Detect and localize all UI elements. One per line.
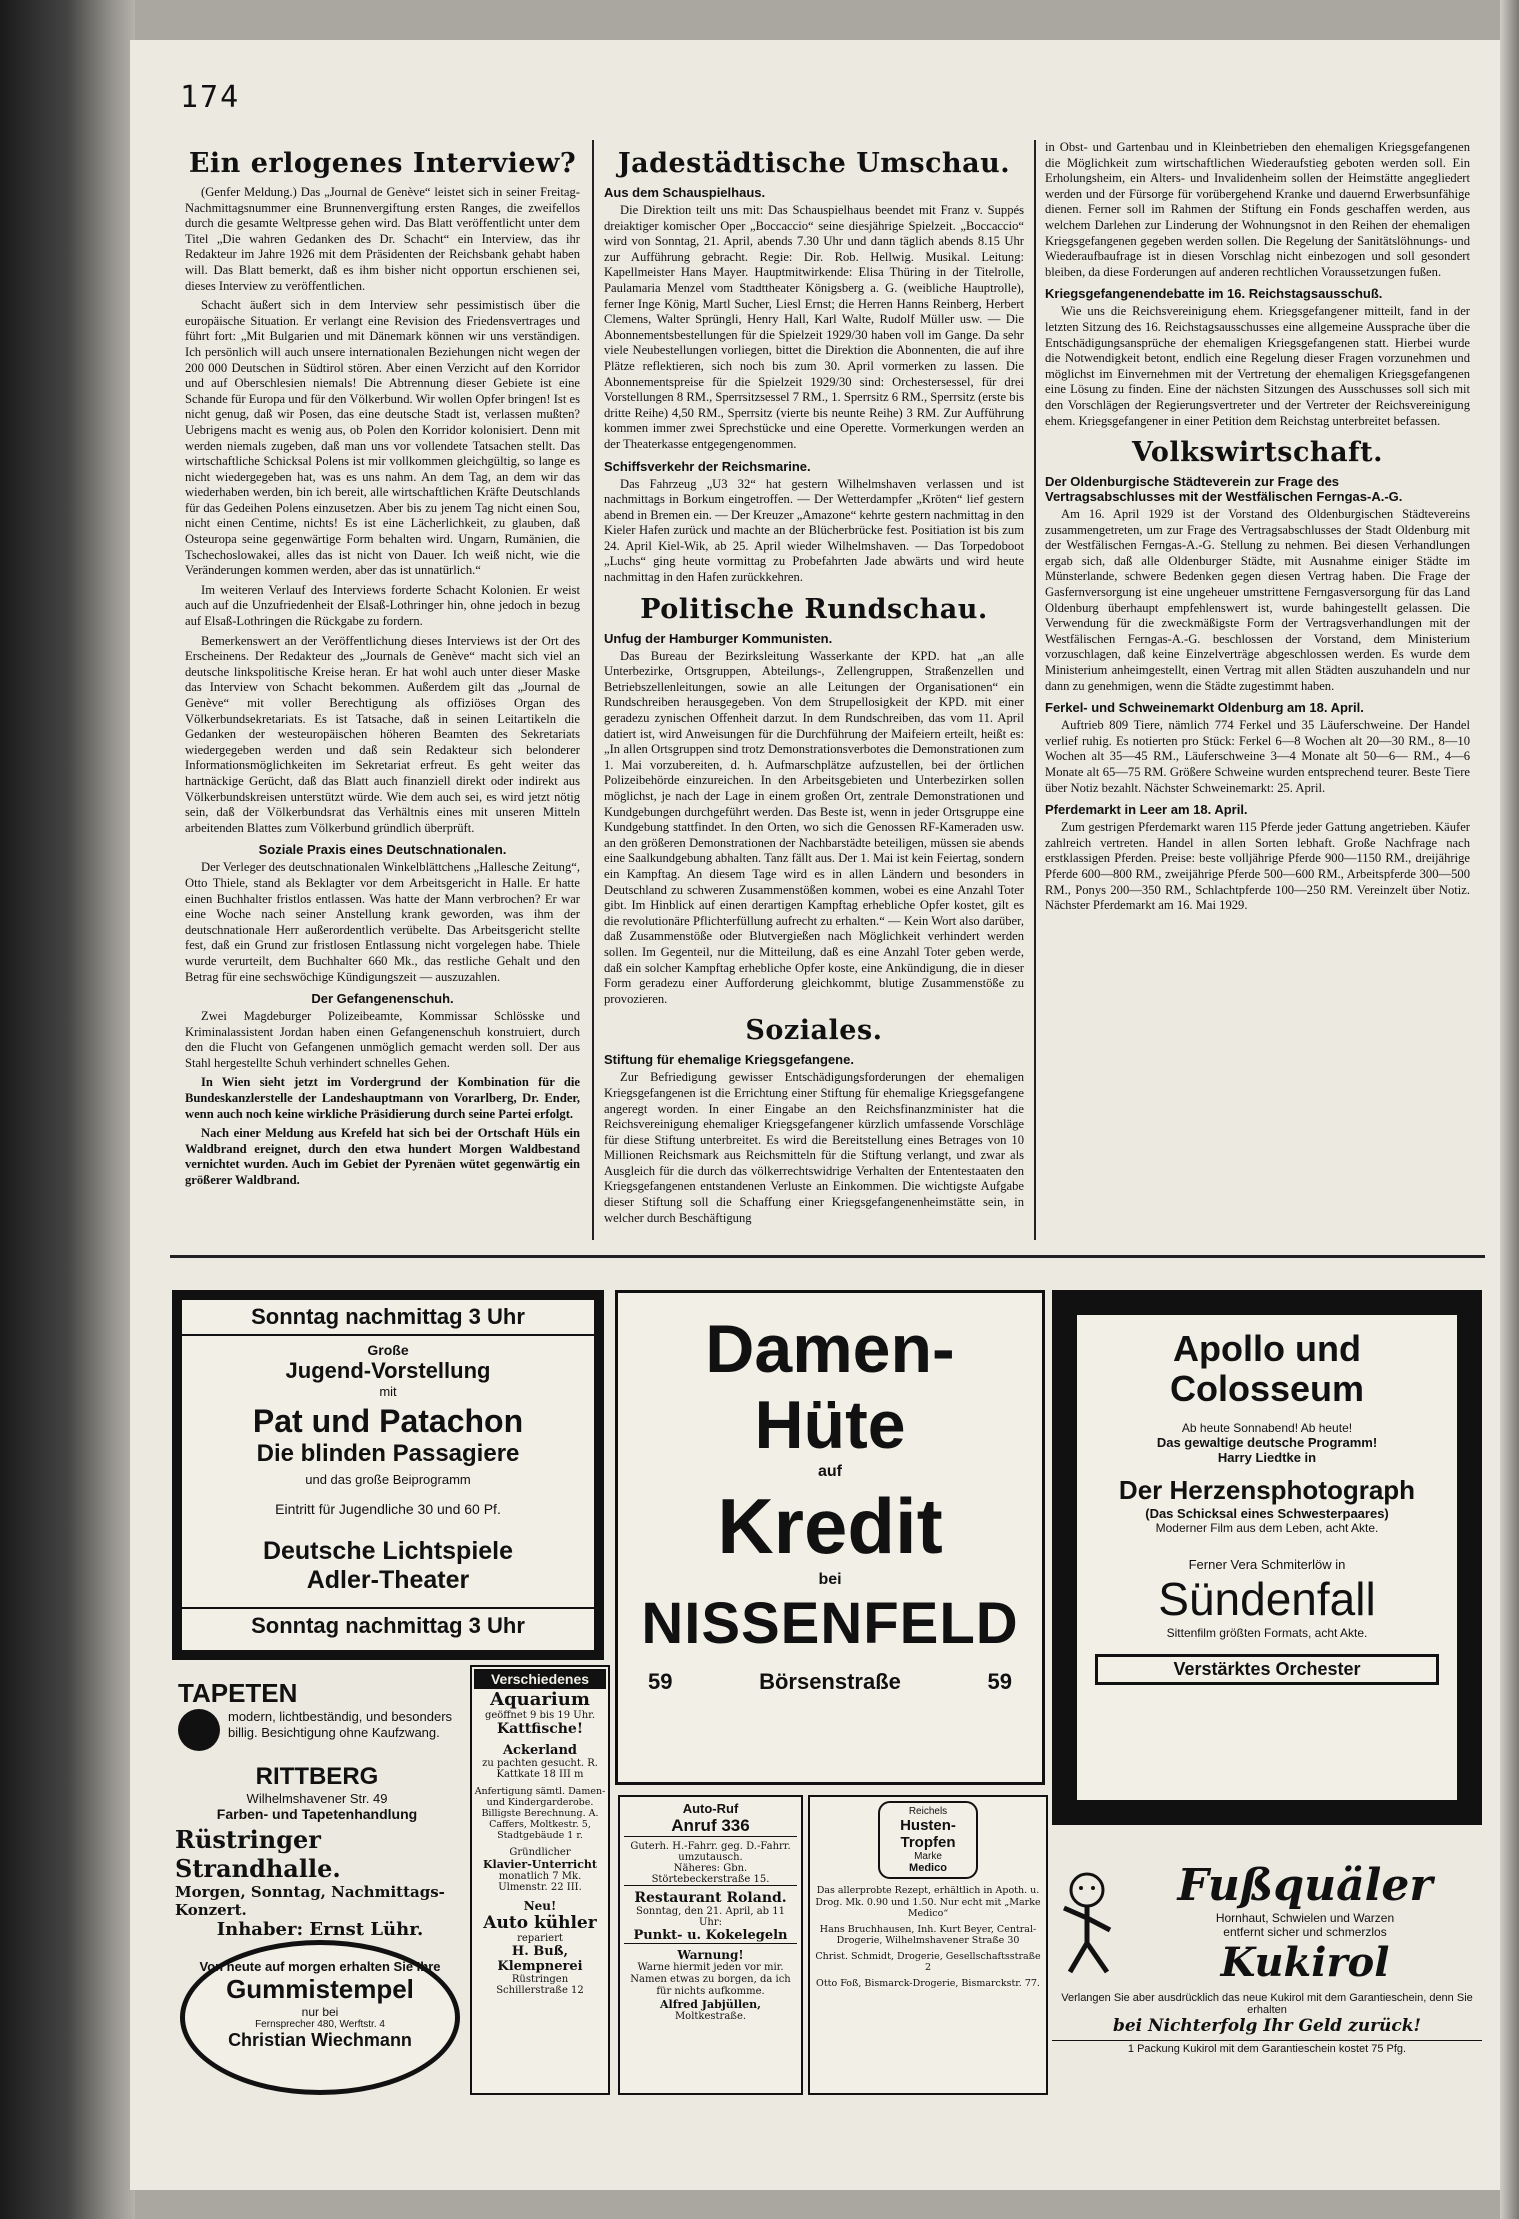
book-spine <box>0 0 135 2219</box>
ad-text: modern, lichtbeständig, und besonders billig. Besichtigung ohne Kaufzwang. <box>228 1709 453 1740</box>
logo-icon <box>178 1709 220 1751</box>
ad-text: Das allerprobte Rezept, erhältlich in Apoth. u. Drog. Mk. 0.90 und 1.50. Nur echt mit „Marke Medico“ <box>815 1885 1041 1919</box>
article-heading: Soziale Praxis eines Deutschnationalen. <box>258 842 507 858</box>
ad-text: Aquarium <box>490 1689 590 1710</box>
ad-text: Börsenstraße <box>759 1669 901 1694</box>
page-edge <box>1500 0 1519 2219</box>
ad-text: Colosseum <box>1169 1368 1365 1409</box>
article-heading: Stiftung für ehemalige Kriegsgefangene. <box>604 1052 854 1068</box>
ad-text: Verstärktes Orchester <box>1095 1654 1439 1685</box>
ad-text: Das gewaltige deutsche Programm! <box>1156 1435 1378 1450</box>
ad-text: Kukirol <box>1220 1939 1390 1986</box>
ad-text: 59 <box>987 1669 1012 1694</box>
article-paragraph: Am 16. April 1929 ist der Vorstand des Oldenburgischen Städtevereins zusammengetreten, um zur Frage des Vertragsabschlusses der Stadt Oldenburg mit der Westfälischen Ferngas-A.-G. Stellung zu nehmen. Bei diesen Verhandlungen ergab sich, daß alle Oldenburger Städte, mit Ausnahme einiger Städte im Münsterlande, schwere Bedenken gegen diesen Vertrag haben. Die Frage der Gasfernversorgung ist eine ungeheuer umstrittene Ferngasversorgung für das Land Oldenburg überhaupt empfehlenswert ist, wurde bahingestellt gelassen. Die Verwendung für die zweckmäßigste Form der Vertragsverhandlungen mit der Westfälischen Ferngas-A.-G. beschlossen der Vorstand, dem Ministerium vorzuschlagen, daß keine Einzelverträge abgeschlossen werden. Es wurde dem Ministerium anheimgestellt, einen Vertrag mit allen Städten auszuhandeln und nur dann zu genehmigen, wenn die Städte zugestimmt haben. <box>1045 507 1470 693</box>
ad-text: Otto Foß, Bismarck-Drogerie, Bismarckstr. 77. <box>816 1977 1040 1989</box>
ad-text: Kredit <box>717 1482 943 1570</box>
ad-text: Alfred Jabjüllen, <box>660 1998 761 2011</box>
ad-text: H. Buß, Klempnerei <box>497 1944 583 1974</box>
ad-text: Wilhelmshavener Str. 49 <box>246 1791 388 1806</box>
article-heading: Unfug der Hamburger Kommunisten. <box>604 630 833 646</box>
ad-text: Farben- und Tapetenhandlung <box>216 1806 418 1822</box>
ad-text: Christian Wiechmann <box>228 2030 412 2050</box>
article-paragraph: in Obst- und Gartenbau und in Kleinbetrieben den ehemaligen Kriegsgefangenen die Möglichkeit zum wirtschaftlichen Wiederaufstieg geboten werden soll. Ein Erholungsheim, ein Alters- und Invalidenheim sollen der Heimstätte angegliedert werden und der Fürsorge für vorübergehend Kranke und dauernd Erwerbsunfähige dienen. Ferner soll im Rahmen der Stiftung ein Fonds geschaffen werden, aus welchem Darlehen zur Linderung der Wohnungsnot in den Reihen der ehemaligen Kriegsgefangenen gegeben werden sollen. Die Regelung der Sanitätslöhnungs- und Wiederaufbaufrage ist in diesen Vorschlag nicht einbezogen und soll gesondert bleiben, da diese Forderungen auf anderen rechtlichen Voraussetzungen fußen. <box>1045 140 1470 279</box>
article-heading: Ferkel- und Schweinemarkt Oldenburg am 18. April. <box>1045 700 1364 716</box>
ad-text: zu pachten gesucht. R. Kattkate 18 III m <box>482 1758 598 1780</box>
ad-verschiedenes <box>470 1665 610 2095</box>
ad-text: Große <box>367 1342 409 1358</box>
article-paragraph: Die Direktion teilt uns mit: Das Schauspielhaus beendet mit Franz v. Suppés dreiaktiger komischer Oper „Boccaccio“ seine diesjährige Spielzeit. „Boccaccio“ wird von Sonntag, 21. April, abends 7.30 Uhr und dann täglich abends 8.15 Uhr zur Aufführung gebracht. Regie: Dir. Rob. Hellwig. Musikal. Leitung: Kapellmeister Hans Mayer. Hauptmitwirkende: Elisa Thüring in der Titelrolle, Paulamaria Menzel vom Stadttheater Königsberg a. G. (weibliche Hauptrolle), ferner Inge König, Martl Sucher, Liesl Ernst; die Herren Hanns Reinberg, Herbert Clemens, Walter Sprüngli, Henry Hall, Karl Walte, Rudolf Müller usw. — Die Abonnementsbestellungen für die Spielzeit 1929/30 haben voll im Gange. Da sehr viele Neubestellungen vorliegen, bittet die Direktion die Abonnenten, die auf ihre Plätze reflektieren, sich noch bis zum 30. April vormerken zu lassen. Die Abonnementspreise für die Spielzeit 1929/30 sind: Orchestersessel, für drei Vorstellungen 8 RM., Sperrsitzsessel 7 RM., 1. Sperrsitz 6 RM., Sperrsitz (erste bis dritte Reihe) 4,50 RM., Sperrsitz (vierte bis neunte Reihe) 3 RM. Zur Aufführung kommen immer zwei Sprechstücke und eine Operette. Vormerkungen werden an der Theaterkasse entgegengenommen. <box>604 203 1024 451</box>
ad-text: Ferner Vera Schmiterlöw in <box>1188 1557 1346 1572</box>
ad-text: Gründlicher <box>509 1847 571 1858</box>
column-3 <box>1045 140 1470 1240</box>
article-paragraph: (Genfer Meldung.) Das „Journal de Genève“ leistet sich in seiner Freitag-Nachmittagsnummer eine Brunnenvergiftung ersten Ranges, die zweifellos durch die gesamte Weltpresse gehen wird. Das Blatt veröffentlicht unter dem Titel „Die wahren Gedanken des Dr. Schacht“ ein Interview, das ihr Redakteur im Jahre 1926 mit dem Präsidenten der Reichsbank gehabt haben will. Das Blatt bemerkt, daß es ihm bisher nicht opportun erschienen sei, dieses Interview zu veröffentlichen. <box>185 185 580 293</box>
column-rule <box>1034 140 1036 1240</box>
ad-text: Sündenfall <box>1158 1573 1376 1625</box>
ad-text: Ulmenstr. 22 III. <box>498 1882 582 1893</box>
article-paragraph: Auftrieb 809 Tiere, nämlich 774 Ferkel und 35 Läuferschweine. Der Handel verlief ruhig. Es notierten pro Stück: Ferkel 6—8 Wochen alt 20—30 RM., 8—10 Wochen alt 35—45 RM., Läuferschweine 3—4 Monate alt 50—6— RM., 4—6 Monate alt 65—75 RM. Größere Schweine wurden entsprechend teurer. Beste Tiere über Notiz bezahlt. Nächster Schweinemarkt: 25. April. <box>1045 718 1470 795</box>
ad-text: Apollo und <box>1173 1328 1361 1369</box>
ad-text: RITTBERG <box>255 1763 379 1790</box>
article-paragraph: Zum gestrigen Pferdemarkt waren 115 Pferde jeder Gattung angetrieben. Käufer zahlreich vertreten. Handel in allen Sorten lebhaft. Große Nachfrage nach erstklassigen Pferden. Preise: beste volljährige Pferde 900—1150 RM., dreijährige Pferde 600—800 RM., zweijährige Pferde 500—600 RM., Arbeitspferde 300—500 RM., Ponys 200—350 RM., Schlachtpferde 100—250 RM. Vereinzelt über Notiz. Nächster Pferdemarkt am 16. Mai 1929. <box>1045 820 1470 913</box>
ad-text: Reichels <box>908 1806 948 1817</box>
ad-text: Restaurant Roland. <box>634 1890 787 1906</box>
ad-text: Inhaber: Ernst Lühr. <box>216 1919 424 1940</box>
ad-text: Der Herzensphotograph <box>1118 1475 1416 1505</box>
bottle-label <box>878 1801 978 1879</box>
ad-kukirol <box>1052 1860 1482 2095</box>
article-heading: Der Oldenburgische Städteverein zur Frage des Vertragsabschlusses mit der Westfälischen Ferngas-A.-G. <box>1045 474 1403 505</box>
ad-text: Adler-Theater <box>306 1566 470 1594</box>
ad-text: Fußquäler <box>1177 1860 1433 1911</box>
article-paragraph: Zwei Magdeburger Polizeibeamte, Kommissar Schlösske und Kriminalassistent Jordan haben einen Gefangenenschuh konstruiert, durch den die Flucht von Gefangenen unmöglich gemacht werden soll. Der aus Stahl hergestellte Schuh verhindert schnelles Gehen. <box>185 1009 580 1070</box>
ad-text: repariert <box>517 1933 563 1944</box>
article-paragraph: Nach einer Meldung aus Krefeld hat sich bei der Ortschaft Hüls ein Waldbrand ereignet, durch den etwa hundert Morgen Waldbestand vernichtet wurden. Auch im Gebiet der Pyrenäen wütet gegenwärtig ein größerer Waldbrand. <box>185 1126 580 1188</box>
ad-text: Ackerland <box>502 1743 578 1758</box>
article-heading: Schiffsverkehr der Reichsmarine. <box>604 458 811 474</box>
ad-apollo-colosseum <box>1052 1290 1482 1825</box>
column-1 <box>185 140 580 1240</box>
ad-text: Sonntag nachmittag 3 Uhr <box>182 1300 594 1336</box>
ad-text: 59 <box>648 1669 673 1694</box>
ad-text: Kattfische! <box>497 1721 583 1737</box>
ad-text: Harry Liedtke in <box>1217 1450 1317 1465</box>
article-title: Ein erlogenes Interview? <box>188 148 577 179</box>
ad-damen-huete <box>615 1290 1045 1785</box>
ad-auto-ruf <box>618 1795 803 2095</box>
article-paragraph: Im weiteren Verlauf des Interviews forderte Schacht Kolonien. Er weist auch auf die Unzufriedenheit der Elsaß-Lothringer hin, ohne jedoch in bezug auf Elsaß-Lothringen die Rückgabe zu fordern. <box>185 582 580 629</box>
ad-address <box>618 1669 1042 1695</box>
article-heading: Aus dem Schauspielhaus. <box>604 185 766 200</box>
ad-text: Schillerstraße 12 <box>496 1985 584 1996</box>
ad-text: Husten- <box>900 1817 956 1834</box>
ad-text: Pat und Patachon <box>252 1403 524 1439</box>
ad-text: Punkt- u. Kokelegeln <box>624 1928 797 1944</box>
ad-text: nur bei <box>301 2005 339 2019</box>
ad-text: Ab heute Sonnabend! Ab heute! <box>1181 1421 1353 1435</box>
ad-husten-tropfen <box>808 1795 1048 2095</box>
column-rule <box>592 140 594 1240</box>
ad-text: Warnung! <box>677 1948 744 1962</box>
section-title: Politische Rundschau. <box>640 593 988 625</box>
ad-text: bei Nichterfolg Ihr Geld zurück! <box>1112 2016 1422 2036</box>
ad-adler-theater <box>172 1290 604 1660</box>
article-paragraph: Bemerkenswert an der Veröffentlichung dieses Interviews ist der Ort des Erscheinens. Der Redakteur des „Journals de Genève“ macht sich viel an deutsche linkspolitische Kreise heran. Er hat wohl auch unter dieser Maske das Interview von Schacht bekommen. Außerdem gilt das „Journal de Genève“ mit voller Berechtigung als offiziöses Organ des Völkerbundsekretariats. Es ist Tatsache, daß in seinen Leitartikeln die Gedanken der westeuropäischen höheren Beamten des Sekretariats wiedergegeben werden und daß sein Redakteur sich belonderer Informationsmöglichkeiten im Sekretariat erfreut. Es geht weiter das hartnäckige Gerücht, daß das Blatt auch finanziell direkt oder indirekt aus Völkerbundskreisen unterstützt würde. Wie dem auch sei, es wird jetzt nötig sein, daß der Völkerbundsrat das Verhältnis eines mit unseren Mitteln arbeitenden Blattes zum Völkerbund gründlich überprüft. <box>185 633 580 835</box>
cartoon-figure-icon <box>1052 1868 1122 1978</box>
ad-text: Verschiedenes <box>474 1669 606 1689</box>
ad-text: NISSENFELD <box>641 1591 1019 1656</box>
ads-separator <box>170 1255 1485 1258</box>
article-paragraph: Der Verleger des deutschnationalen Winkelblättchens „Hallesche Zeitung“, Otto Thiele, stand als Beklagter vor dem Arbeitsgericht in Halle. Er hatte einen Buchhalter fristlos entlassen. Was hatte der Mann verbrochen? Er war eine Woche nach seiner Anstellung krank geworden, was ihm der deutschnationale Herr außerordentlich verübelte. Das Arbeitsgericht stellte fest, daß ein Grund zur fristlosen Entlassung nicht vorgelegen habe. Thiele wurde verurteilt, dem Buchhalter 660 Mk., das restliche Gehalt und den Betrag für eine sechswöchige Kündigungszeit — auszuzahlen. <box>185 860 580 984</box>
article-paragraph: Schacht äußert sich in dem Interview sehr pessimistisch über die europäische Situation. Er verlangt eine Revision des Friedensvertrages und führt fort: „Mit Bulgarien und mit Dänemark können wir uns verständigen. Ich persönlich will auch unsere internationalen Beziehungen nicht wegen der 200 000 Deutschen in Südtirol stören. Aber einen Verzicht auf den Korridor und auf Oberschlesien niemals! Die Abtrennung dieser Gebiete ist eine Schande für Europa und für den Völkerbund. Wir wollen Opfer bringen! Ist es nicht genug, daß wir Posen, das eine deutsche Stadt ist, verlassen mußten? Uebrigens macht es wenig aus, ob Polen den Korridor kolonisiert. Denn mit werden niemals zugeben, daß man uns vor vollendete Tatsachen stellt. Das wirtschaftliche Schicksal Polens ist mir vollkommen gleichgültig, so lange es nicht wiedergegeben hat, was es uns nahm. An dem Tag, an dem wir das wiederhaben werden, bin ich bereit, alle wirtschaftlichen Kräfte Deutschlands für das Gedeihen Polens einzusetzen. Aber bis zu jenem Tag nicht einen Sou, nicht einen Centime, nichts! Es ist eine Lächerlichkeit, zu glauben, daß Osteuropa seine gegenwärtige Form behalten wird. Ungarn, Rumänien, die Tschechoslowakei, alles das ist nicht von Dauer. Ich weiß nicht, wie die Veränderungen kommen werden, aber das ist unnatürlich.“ <box>185 298 580 578</box>
ad-text: Rüstringer Strandhalle. <box>175 1825 341 1883</box>
ad-text: 1 Packung Kukirol mit dem Garantieschein kostet 75 Pfg. <box>1052 2040 1482 2055</box>
ad-text: Hans Bruchhausen, Inh. Kurt Beyer, Central-Drogerie, Wilhelmshavener Straße 30 <box>819 1923 1037 1946</box>
article-paragraph: Das Fahrzeug „U3 32“ hat gestern Wilhelmshaven verlassen und ist nachmittags in Borkum eingetroffen. — Der Wetterdampfer „Kröten“ lief gestern abend in Bremen ein. — Der Kreuzer „Amazone“ kehrte gestern nachmittag in den Kieler Hafen zurück und machte an der Blücherbrücke fest. Positiation ist bis zum 24. April Kiel-Wik, ab 25. April wieder Wilhelmshaven. — Das Torpedoboot „Luchs“ ging heute vormittag zu Probefahrten Jade abwärts und wird heute nachmittag in den Hafen zurückkehren. <box>604 476 1024 585</box>
column-2 <box>604 140 1024 1240</box>
ad-text: Neu! <box>523 1899 557 1913</box>
ad-gummistempel <box>180 1940 460 2095</box>
ad-text: Moderner Film aus dem Leben, acht Akte. <box>1155 1521 1379 1535</box>
ad-text: Morgen, Sonntag, Nachmittags-Konzert. <box>175 1883 445 1919</box>
article-heading: Pferdemarkt in Leer am 18. April. <box>1045 802 1248 818</box>
section-title: Jadestädtische Umschau. <box>617 148 1011 179</box>
page-number: 174 <box>180 80 241 115</box>
article-paragraph: Wie uns die Reichsvereinigung ehem. Kriegsgefangener mitteilt, fand in der letzten Sitzung des 16. Reichstagsausschusses eine allgemeine Aussprache über die Entschädigungsansprüche der ehemaligen Kriegsgefangenen statt. Hierbei wurde die Notwendigkeit betont, endlich eine Regelung dieser Fragen vorzunehmen und möglichst im Einvernehmen mit der Vertretung der ehemaligen Kriegsgefangenen eine Lösung zu finden. Eine der nächsten Sitzungen des Ausschusses soll sich mit den Vorschlägen der Regierungsvertreter und der Vertreter der Reichsvereinigung ehem. Kriegsgefangener in einer Petition dem Reichstag unterbreitet befassen. <box>1045 304 1470 428</box>
ad-text: Auto kühler <box>483 1913 597 1933</box>
ad-text: Sonntag, den 21. April, ab 11 Uhr: <box>636 1906 785 1928</box>
ad-text: Moltkestraße. <box>674 2011 747 2022</box>
ad-strandhalle <box>175 1825 465 1940</box>
article-paragraph: In Wien sieht jetzt im Vordergrund der Kombination für die Bundeskanzlerstelle der Landeshauptmann von Vorarlberg, Dr. Ender, wenn auch noch keine wirkliche Präsidierung durch seine Partei erfolgt. <box>185 1075 580 1121</box>
ad-text: Medico <box>909 1862 947 1874</box>
ad-text: mit <box>379 1384 397 1399</box>
ad-text: Tropfen <box>900 1834 956 1851</box>
section-title: Volkswirtschaft. <box>1131 437 1384 469</box>
ad-text: Christ. Schmidt, Drogerie, Gesellschaftsstraße 2 <box>815 1950 1041 1973</box>
ad-text: Deutsche Lichtspiele <box>262 1537 514 1565</box>
ad-text: (Das Schicksal eines Schwesterpaares) <box>1145 1506 1389 1521</box>
ad-text: Auto-Ruf <box>682 1801 739 1816</box>
ad-text: monatlich 7 Mk. <box>498 1871 582 1882</box>
ad-text: Warne hiermit jeden vor mir. Namen etwas zu borgen, da ich für nichts aufkomme. <box>630 1962 791 1997</box>
ad-text: Anruf 336 <box>624 1816 797 1837</box>
ad-text: und das große Beiprogramm <box>305 1472 471 1487</box>
article-heading: Der Gefangenenschuh. <box>311 991 454 1007</box>
ad-text: Gummistempel <box>226 1974 414 2004</box>
ad-text: Sonntag nachmittag 3 Uhr <box>182 1607 594 1639</box>
ad-text: Damen- <box>705 1311 955 1387</box>
article-paragraph: Das Bureau der Bezirksleitung Wasserkante der KPD. hat „an alle Unterbezirke, Ortsgruppen, Abteilungs-, Zellengruppen, Straßenzellen und Betriebszellenleitungen, sowie an alle Leitungen der Organisationen“ ein Rundschreiben herausgegeben. Von dem Strupellosigkeit der KPD. mit einer geradezu zynischen Offenheit darzut. In dem Rundschreiben, das vom 11. April datiert ist, wird Anweisungen für die Durchführung der Maifeiern erteilt, heißt es: „In allen Ortsgruppen sind trotz Demonstrationsverbotes die Demonstrationen zum 1. Mai vorzubereiten, d. h. Aufmarschplätze aufzustellen, bei der örtlichen Polizeibehörde einzureichen. In den Arbeitsgebieten und Unterbezirken sollen möglichst, je nach der Lage in einem großen Ort, zentrale Demonstrationen und Kundgebungen durchgeführt werden. Das Beste ist, wenn in jeder Ortsgruppe eine Kundgebung stattfindet. In den Orten, wo sich die Genossen RF-Kameraden usw. an den größeren Demonstrationen der Nachbarstädte beteiligen, müssen sie abends eine Saalkundgebung abhalten. Tanz fällt aus. Der 1. Mai ist kein Feiertag, sondern ein Kampftag. An diesem Tage wird es in allen Ländern und besonders in Deutschland zu schweren Zusammenstößen kommen, wobei es eine Anzahl Toter gibt. Im Hinblick auf einen derartigen Kampftag erhebliche Opfer kostet, gilt es die revolutionäre Pflichterfüllung aufrecht zu erhalten.“ — Kein Wort also darüber, daß Zusammenstöße oder Blutvergießen nach Möglichkeit verhindert werden sollen. Im Gegenteil, nur die Mitteilung, daß es eine Anzahl Toter geben werde, daß ein solcher Kampftag erhebliche Opfer koste, eine Ankündigung, die in dieser Form geradezu einer Aufforderung gleichkommt, blutige Zusammenstöße zu provozieren. <box>604 648 1024 1006</box>
ad-text: geöffnet 9 bis 19 Uhr. <box>484 1710 596 1721</box>
ad-text: auf <box>818 1463 842 1480</box>
ad-inner <box>1077 1315 1457 1800</box>
ad-text: Fernsprecher 480, Werftstr. 4 <box>255 2019 385 2030</box>
ad-text: Marke <box>914 1851 942 1862</box>
ad-text: Hornhaut, Schwielen und Warzen <box>1215 1911 1395 1925</box>
ad-text: Rüstringen <box>511 1974 569 1985</box>
ad-text: Von heute auf morgen erhalten Sie Ihre <box>199 1959 441 1974</box>
ad-text: Die blinden Passagiere <box>256 1440 520 1467</box>
article-heading: Kriegsgefangenendebatte im 16. Reichstagsausschuß. <box>1045 286 1383 302</box>
article-paragraph: Zur Befriedigung gewisser Entschädigungsforderungen der ehemaligen Kriegsgefangenen ist die Errichtung einer Stiftung für ehemalige Kriegsgefangene angeregt worden. In einer Eingabe an den Reichsfinanzminister hat die Reichsvereinigung ehemaliger Kriegsgefangener kürzlich umfassende Vorschläge für diese Stiftung unterbreitet. Es wird die Bereitstellung eines Betrages von 10 Millionen Reichsmark aus Reichsmitteln für die Stiftung verlangt, und zwar als Ausgleich für die durch das völkerrechtswidrige Verhalten der Ententestaaten den Kriegsgefangenen entstandenen Verluste an Einkommen. Die wichtigste Aufgabe dieser Stiftung soll die Schaffung einer Kriegsgefangenenheimstätte sein, in welcher durch Beschäftigung <box>604 1070 1024 1225</box>
ad-text: bei <box>818 1571 842 1588</box>
ad-text: Jugend-Vorstellung <box>285 1358 491 1383</box>
ad-text: Guterh. H.-Fahrr. geg. D.-Fahrr. umzutausch. <box>630 1841 791 1863</box>
ad-text: TAPETEN <box>178 1678 298 1708</box>
ad-text: entfernt sicher und schmerzlos <box>1223 1925 1387 1939</box>
ad-text: Anfertigung sämtl. Damen- und Kindergarderobe. Billigste Berechnung. A. Caffers, Moltkestr. 5, Stadtgebäude 1 r. <box>474 1786 606 1841</box>
ad-text: Näheres: Gbn. Störtebeckerstraße 15. <box>624 1863 797 1886</box>
ad-text: Eintritt für Jugendliche 30 und 60 Pf. <box>275 1501 501 1517</box>
section-title: Soziales. <box>745 1015 883 1047</box>
ad-text: Klavier-Unterricht <box>482 1858 597 1871</box>
ad-text: Sittenfilm größten Formats, acht Akte. <box>1166 1626 1368 1640</box>
ad-text: Hüte <box>754 1387 906 1463</box>
ad-text: Verlangen Sie aber ausdrücklich das neue Kukirol mit dem Garantieschein, denn Sie erhalten <box>1061 1992 1473 2016</box>
